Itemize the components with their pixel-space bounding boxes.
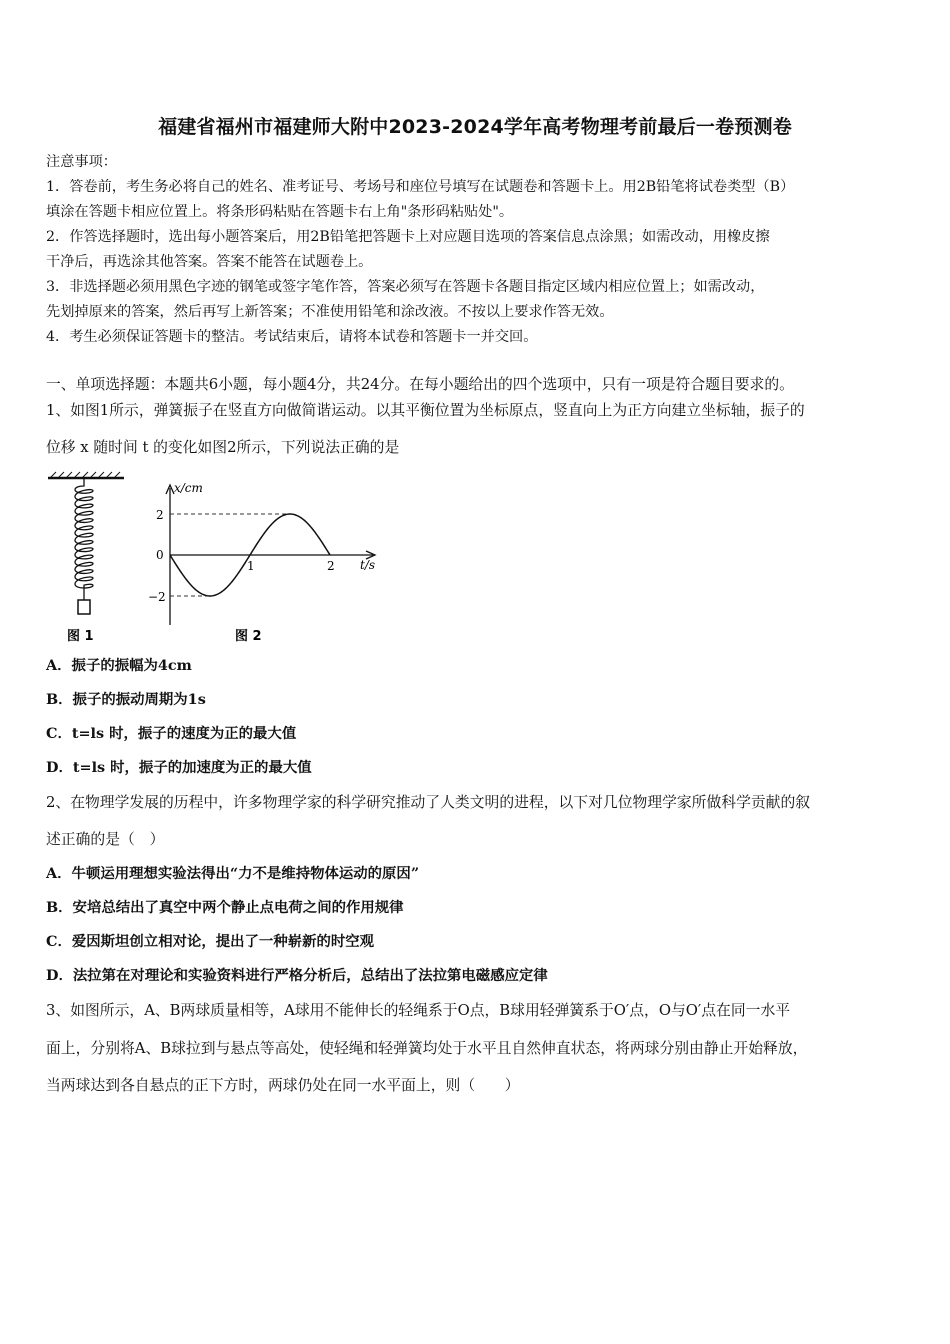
x-axis-label: t/s bbox=[360, 558, 376, 572]
q2-option-d: D．法拉第在对理论和实验资料进行严格分析后，总结出了法拉第电磁感应定律 bbox=[46, 967, 548, 984]
notice-heading: 注意事项： bbox=[46, 154, 117, 170]
q1-stem: 位移 x 随时间 t 的变化如图2所示，下列说法正确的是 bbox=[46, 439, 400, 456]
section-heading: 一、单项选择题：本题共6小题，每小题4分，共24分。在每小题给出的四个选项中，只有一项是符合题目要求的。 bbox=[46, 376, 794, 393]
y-tick-label: −2 bbox=[148, 590, 166, 604]
notice-line: 2．作答选择题时，选出每小题答案后，用2B铅笔把答题卡上对应题目选项的答案信息点涂黑；如需改动，用橡皮擦 bbox=[46, 229, 770, 245]
q2-stem: 述正确的是（ ） bbox=[46, 831, 165, 848]
q1-stem: 1、如图1所示，弹簧振子在竖直方向做简谐运动。以其平衡位置为坐标原点，竖直向上为正方向建立坐标轴，振子的 bbox=[46, 402, 805, 419]
q1-figures bbox=[40, 470, 400, 650]
q1-option-a: A．振子的振幅为4cm bbox=[46, 657, 192, 674]
fig2-label: 图 2 bbox=[235, 629, 262, 644]
notice-line: 3．非选择题必须用黑色字迹的钢笔或签字笔作答，答案必须写在答题卡各题目指定区域内相应位置上；如需改动， bbox=[46, 279, 765, 295]
q3-stem: 面上，分别将A、B球拉到与悬点等高处，使轻绳和轻弹簧均处于水平且自然伸直状态，将两球分别由静止开始释放， bbox=[46, 1040, 808, 1057]
q3-stem: 3、如图所示，A、B两球质量相等，A球用不能伸长的轻绳系于O点，B球用轻弹簧系于O′点，O与O′点在同一水平 bbox=[46, 1002, 791, 1019]
q1-option-c: C．t=ls 时，振子的速度为正的最大值 bbox=[46, 725, 297, 742]
q3-stem: 当两球达到各自悬点的正下方时，两球仍处在同一水平面上，则（ ） bbox=[46, 1077, 520, 1094]
notice-line: 4．考生必须保证答题卡的整洁。考试结束后，请将本试卷和答题卡一并交回。 bbox=[46, 329, 538, 345]
notice-line: 先划掉原来的答案，然后再写上新答案；不准使用铅笔和涂改液。不按以上要求作答无效。 bbox=[46, 304, 614, 320]
notice-line: 填涂在答题卡相应位置上。将条形码粘贴在答题卡右上角"条形码粘贴处"。 bbox=[46, 204, 514, 220]
x-tick-label: 1 bbox=[247, 559, 255, 573]
y-axis-label: x/cm bbox=[174, 481, 203, 495]
notice-line: 1．答卷前，考生务必将自己的姓名、准考证号、考场号和座位号填写在试题卷和答题卡上。用2B铅笔将试卷类型（B） bbox=[46, 179, 795, 195]
q1-option-d: D．t=ls 时，振子的加速度为正的最大值 bbox=[46, 759, 312, 776]
x-tick-label: 2 bbox=[327, 559, 335, 573]
q2-option-a: A．牛顿运用理想实验法得出“力不是维持物体运动的原因” bbox=[46, 865, 420, 882]
y-tick-label: 0 bbox=[156, 548, 164, 562]
fig1-label: 图 1 bbox=[67, 629, 94, 644]
q2-option-b: B．安培总结出了真空中两个静止点电荷之间的作用规律 bbox=[46, 899, 404, 916]
q1-option-b: B．振子的振动周期为1s bbox=[46, 691, 206, 708]
q2-option-c: C．爱因斯坦创立相对论，提出了一种崭新的时空观 bbox=[46, 933, 375, 950]
notice-line: 干净后，再选涂其他答案。答案不能答在试题卷上。 bbox=[46, 254, 373, 270]
y-tick-label: 2 bbox=[156, 508, 164, 522]
displacement-time-graph bbox=[40, 470, 400, 650]
q2-stem: 2、在物理学发展的历程中，许多物理学家的科学研究推动了人类文明的进程，以下对几位物理学家所做科学贡献的叙 bbox=[46, 794, 811, 811]
page-title: 福建省福州市福建师大附中2023-2024学年高考物理考前最后一卷预测卷 bbox=[158, 116, 792, 138]
